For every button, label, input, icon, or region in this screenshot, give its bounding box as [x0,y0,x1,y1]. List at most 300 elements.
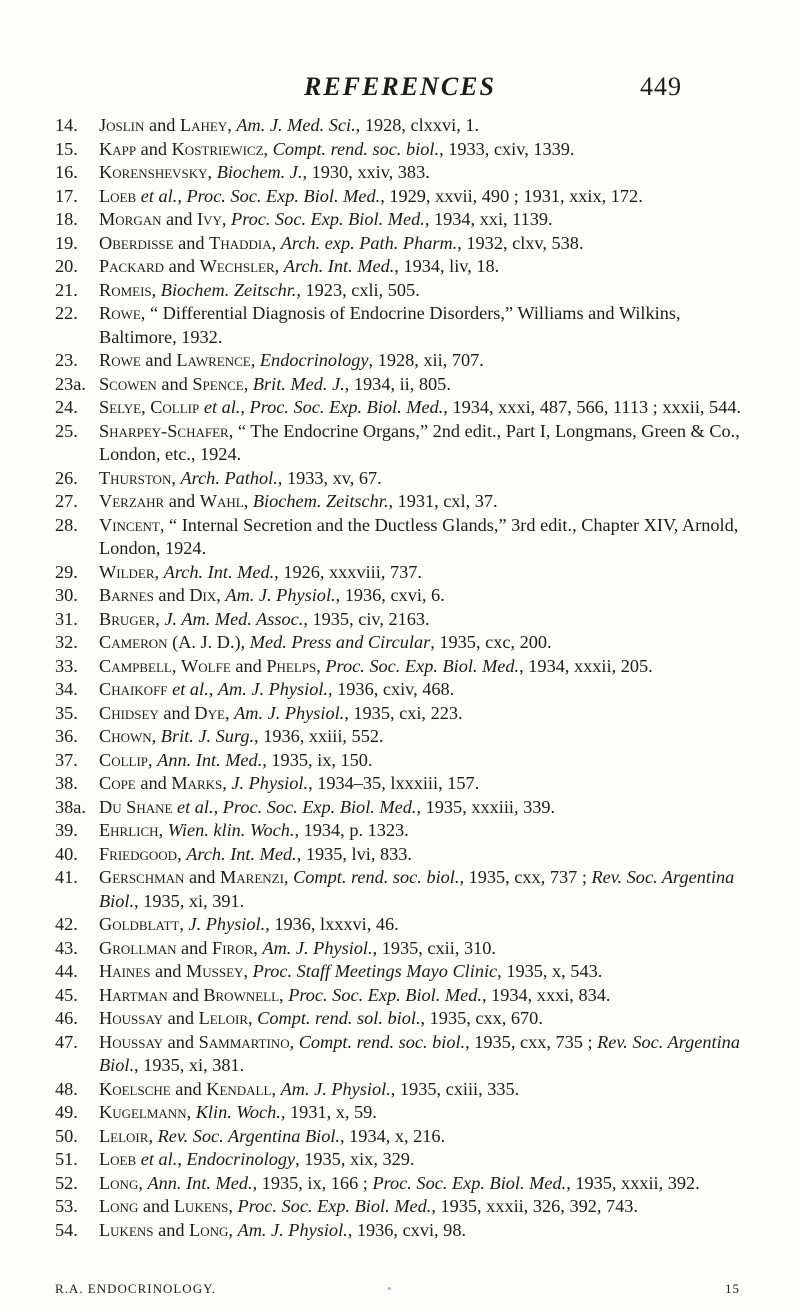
reference-text [99,185,745,209]
author-name: Rowe [99,350,141,370]
reference-text [99,960,745,984]
reference-number: 44. [55,961,78,981]
reference-text [99,1219,745,1243]
journal-title: Arch. Int. Med. [186,843,297,864]
journal-title: Proc. Soc. Exp. Biol. Med. [249,397,444,417]
citation-text: , 1935, xxxii, 326, 392, 743. [431,1196,638,1216]
reference-number: 24. [55,397,78,417]
citation-text: and [173,232,210,253]
author-name: Ivy [197,209,222,229]
reference-entry [55,373,745,397]
reference-text [99,232,745,256]
author-name: Lukens [173,1196,229,1216]
citation-text: , [148,1125,158,1146]
reference-text [99,725,745,749]
reference-list [55,114,745,1242]
reference-entry [55,608,745,632]
journal-title: Wien. klin. Woch. [167,820,295,840]
reference-entry [55,819,745,843]
journal-title: et al. [140,1149,178,1169]
author-name: Dye [194,702,225,723]
author-name: Barnes [99,585,154,605]
citation-text: , 1930, xxiv, 383. [302,162,430,182]
citation-text: , 1935, civ, 2163. [303,608,430,629]
journal-title: J. Physiol. [188,914,266,934]
author-name: Rowe [99,303,141,323]
reference-number: 19. [55,232,78,253]
citation-text: , 1935, cxiii, 335. [390,1078,520,1099]
reference-number: 31. [55,608,78,629]
citation-text: , 1935, xi, 391. [134,890,245,911]
journal-title: Rev. Soc. Argentina Biol. [157,1125,341,1146]
author-name: Korenshevsky [99,162,208,182]
citation-text: , [263,138,273,159]
author-name: Koelsche [99,1078,171,1099]
journal-title: Am. J. Med. Sci. [236,115,356,135]
reference-entry [55,772,745,796]
journal-title: Am. J. Physiol. [262,937,373,958]
citation-text: and [230,655,267,676]
reference-entry [55,655,745,679]
reference-text [99,396,745,420]
reference-number: 15. [55,138,78,159]
citation-text: , [243,491,253,511]
journal-title: Arch. Int. Med. [163,561,275,582]
citation-text: , 1935, cxc, 200. [430,632,552,652]
citation-text: , 1933, xv, 67. [277,467,382,488]
citation-text: , [207,162,217,182]
author-name: Kugelmann [99,1102,187,1122]
reference-text [99,514,745,561]
reference-text [99,702,745,726]
citation-text: , 1931, cxl, 37. [388,491,498,511]
journal-title: Am. J. Physiol. [234,702,345,723]
reference-entry [55,937,745,961]
reference-text [99,208,745,232]
author-name: Loeb [99,185,137,206]
reference-entry [55,255,745,279]
reference-entry [55,725,745,749]
citation-text: and [163,1031,199,1052]
journal-title: Endocrinology [259,350,369,370]
citation-text: and [176,937,213,958]
reference-number: 46. [55,1008,78,1028]
author-name: Loeb [99,1149,137,1169]
citation-text: , [213,796,223,817]
citation-text: , [289,1031,299,1052]
reference-entry [55,490,745,514]
journal-title: Proc. Soc. Exp. Biol. Med. [372,1172,567,1193]
page-header [0,72,800,112]
citation-text: , [141,397,151,417]
citation-text: (A. J. D.), [167,632,250,652]
author-name: Leloir [198,1008,249,1028]
citation-text: , 1936, cxvi, 6. [335,585,445,605]
reference-text [99,302,745,349]
journal-title: Klin. Woch. [195,1102,281,1122]
author-name: Du Shane [99,796,173,817]
reference-text [99,843,745,867]
citation-text: , 1935, xxxiii, 339. [416,796,556,817]
reference-entry [55,749,745,773]
reference-entry [55,302,745,349]
citation-text: , [228,1219,238,1240]
citation-text: , 1935, ix, 166 ; [252,1172,373,1193]
author-name: Romeis [99,279,152,300]
citation-text: , [148,749,158,770]
author-name: Houssay [99,1008,164,1028]
reference-entry [55,185,745,209]
reference-text [99,1078,745,1102]
author-name: Haines [99,961,151,981]
citation-text: , 1928, clxxvi, 1. [355,115,480,135]
citation-text: and [161,209,198,229]
journal-title: J. Am. Med. Assoc. [164,608,304,629]
reference-number: 52. [55,1172,78,1193]
author-name: Friedgood [99,843,178,864]
reference-number: 49. [55,1102,78,1122]
journal-title: Am. J. Physiol. [225,585,336,605]
citation-text: , 1935, xix, 329. [295,1149,415,1169]
reference-entry [55,467,745,491]
reference-number: 17. [55,185,78,206]
journal-title: Biochem. Zeitschr. [252,491,389,511]
citation-text: , 1923, cxli, 505. [296,279,420,300]
author-name: Wahl [199,491,244,511]
author-name: Lukens [99,1219,154,1240]
reference-entry [55,279,745,303]
citation-text: , 1935, cxx, 670. [420,1008,543,1028]
author-name: Collip [150,397,200,417]
citation-text: , 1934–35, lxxxiii, 157. [308,773,480,793]
reference-number: 21. [55,279,78,300]
reference-number: 43. [55,937,78,958]
reference-entry [55,1219,745,1243]
reference-entry [55,678,745,702]
reference-number: 41. [55,867,78,887]
reference-number: 26. [55,467,78,488]
reference-number: 23. [55,350,78,370]
page-number: 449 [640,72,682,101]
citation-text: , [248,1008,258,1028]
author-name: Scowen [99,373,157,394]
reference-text [99,984,745,1008]
citation-text: , “ Differential Diagnosis of Endocrine Disorders,” Williams and Wilkins, Baltimore, 1932. [99,303,681,347]
author-name: Sammartino [198,1031,290,1052]
printer-signature: R.A. ENDOCRINOLOGY. [55,1281,217,1296]
citation-text: , [221,209,232,229]
journal-title: Brit. J. Surg. [160,726,255,746]
reference-number: 50. [55,1125,78,1146]
reference-entry [55,1031,745,1078]
journal-title: et al. [203,397,241,417]
journal-title: Biochem. Zeitschr. [160,279,297,300]
reference-entry [55,866,745,913]
journal-title: Endocrinology [186,1149,296,1169]
reference-text [99,749,745,773]
author-name: Bruger [99,608,156,629]
author-name: Selye [99,397,142,417]
citation-text: , [151,726,161,746]
author-name: Wilder [99,561,155,582]
citation-text: , [154,561,164,582]
citation-text: , 1935, cxi, 223. [344,702,463,723]
citation-text: and [156,373,193,394]
journal-title: Compt. rend. soc. biol. [272,138,440,159]
citation-text: , 1934, xxxii, 205. [519,655,653,676]
citation-text: , 1936, cxiv, 468. [328,679,455,699]
author-name: Dix [189,585,217,605]
citation-text: and [164,256,200,276]
reference-number: 23a. [55,373,86,394]
citation-text: , 1928, xii, 707. [368,350,484,370]
reference-number: 30. [55,585,78,605]
citation-text: , [216,585,226,605]
citation-text: , 1935, ix, 150. [262,749,373,770]
author-name: Marks [171,773,223,793]
reference-number: 34. [55,679,78,699]
citation-text: , 1935, cxii, 310. [372,937,496,958]
journal-title: Compt. rend. soc. biol. [293,867,460,887]
reference-number: 27. [55,491,78,511]
citation-text: , [171,467,181,488]
author-name: Grollman [99,937,177,958]
citation-text: and [163,1008,199,1028]
page-footer [55,1281,740,1299]
journal-title: Proc. Staff Meetings Mayo Clinic [252,961,498,981]
citation-text: , 1929, xxvii, 490 ; 1931, xxix, 172. [380,185,643,206]
signature-number: 15 [725,1281,740,1296]
citation-text: , 1934, ii, 805. [344,373,451,394]
author-name: Chidsey [99,702,159,723]
author-name: Firor [212,937,254,958]
author-name: Collip [99,749,149,770]
reference-text [99,1172,745,1196]
citation-text: , [179,914,189,934]
author-name: Lawrence [176,350,251,370]
citation-text: , [151,279,161,300]
citation-text: , “ The Endocrine Organs,” 2nd edit., Part I, Longmans, Green & Co., London, etc., 1924. [99,420,740,464]
reference-text [99,1007,745,1031]
reference-entry [55,232,745,256]
reference-text [99,631,745,655]
author-name: Wolfe [181,655,231,676]
citation-text: , [274,256,284,276]
reference-number: 45. [55,984,78,1005]
reference-entry [55,584,745,608]
citation-text: , 1931, x, 59. [280,1102,377,1122]
reference-entry [55,561,745,585]
author-name: Brownell [203,984,280,1005]
author-name: Chown [99,726,152,746]
citation-text: , “ Internal Secretion and the Ductless Glands,” 3rd edit., Chapter XIV, Arnold, London, 1924. [99,514,739,558]
reference-text [99,584,745,608]
reference-entry [55,114,745,138]
reference-entry [55,1195,745,1219]
citation-text: , [243,961,253,981]
reference-entry [55,514,745,561]
reference-entry [55,396,745,420]
reference-text [99,561,745,585]
citation-text: , [171,655,182,676]
citation-text: , [177,843,187,864]
author-name: Long [99,1196,139,1216]
citation-text: , 1935, xxxii, 392. [566,1172,700,1193]
citation-text: and [138,1196,174,1216]
reference-entry [55,138,745,162]
reference-entry [55,702,745,726]
citation-text: , 1935, cxx, 737 ; [459,867,592,887]
citation-text: , [316,655,326,676]
journal-title: Arch. Int. Med. [283,256,395,276]
reference-text [99,1195,745,1219]
journal-title: Compt. rend. soc. biol. [298,1031,466,1052]
reference-entry [55,1101,745,1125]
reference-text [99,467,745,491]
author-name: Marenzi [220,867,284,887]
author-name: Long [99,1172,139,1193]
reference-text [99,608,745,632]
reference-entry [55,208,745,232]
citation-text: , [279,984,289,1005]
running-title: REFERENCES [304,72,496,101]
reference-entry [55,1172,745,1196]
journal-title: Brit. Med. J. [252,373,345,394]
reference-text [99,819,745,843]
reference-number: 25. [55,420,78,441]
reference-entry [55,1125,745,1149]
citation-text: , 1934, liv, 18. [394,256,500,276]
reference-number: 14. [55,115,78,135]
citation-text: , 1936, cxvi, 98. [347,1219,467,1240]
citation-text: , [138,1172,148,1193]
author-name: Kapp [99,138,137,159]
citation-text: and [140,350,177,370]
journal-title: et al. [177,796,214,817]
reference-number: 53. [55,1196,78,1216]
journal-title: Am. J. Physiol. [237,1219,348,1240]
reference-text [99,279,745,303]
author-name: Packard [99,256,165,276]
reference-entry [55,1007,745,1031]
citation-text: , 1935, cxx, 735 ; [465,1031,598,1052]
reference-number: 36. [55,726,78,746]
citation-text: , [208,679,218,699]
author-name: Kostriewicz [171,138,264,159]
reference-text [99,796,745,820]
author-name: Cope [99,773,136,793]
citation-text: , 1933, cxiv, 1339. [439,138,575,159]
journal-title: et al. [172,679,209,699]
reference-entry [55,161,745,185]
citation-text: and [150,961,187,981]
reference-entry [55,984,745,1008]
citation-text: , 1934, x, 216. [340,1125,446,1146]
author-name: Cameron [99,632,168,652]
citation-text: , 1934, xxxi, 834. [481,984,611,1005]
citation-text: , [227,115,237,135]
reference-text [99,1031,745,1078]
journal-title: Proc. Soc. Exp. Biol. Med. [186,185,381,206]
reference-entry [55,960,745,984]
citation-text: , [271,1078,281,1099]
reference-number: 51. [55,1149,78,1169]
author-name: Oberdisse [99,232,174,253]
reference-text [99,161,745,185]
reference-entry [55,1078,745,1102]
reference-text [99,1101,745,1125]
citation-text: , [222,773,232,793]
footer-mark: • [387,1281,393,1296]
reference-number: 38. [55,773,78,793]
citation-text: , [271,232,281,253]
reference-number: 38a. [55,796,86,817]
author-name: Morgan [99,209,162,229]
reference-entry [55,631,745,655]
citation-text: , [155,608,165,629]
citation-text: and [170,1078,207,1099]
citation-text: and [136,138,172,159]
reference-entry [55,349,745,373]
reference-text [99,373,745,397]
reference-number: 29. [55,561,78,582]
reference-number: 47. [55,1031,78,1052]
journal-title: Proc. Soc. Exp. Biol. Med. [237,1196,432,1216]
citation-text: , 1934, xxi, 1139. [424,209,553,229]
journal-title: Proc. Soc. Exp. Biol. Med. [222,796,417,817]
author-name: Vincent [99,514,160,535]
reference-text [99,138,745,162]
reference-text [99,866,745,913]
author-name: Lahey [179,115,228,135]
citation-text: , 1932, clxv, 538. [457,232,584,253]
reference-text [99,1148,745,1172]
citation-text: , [240,397,250,417]
reference-number: 32. [55,632,78,652]
journal-title: Biochem. J. [216,162,303,182]
journal-title: Am. J. Physiol. [217,679,328,699]
citation-text: , [250,350,260,370]
journal-title: Ann. Int. Med. [157,749,263,770]
author-name: Kendall [206,1078,272,1099]
citation-text: , 1936, xxiii, 552. [254,726,384,746]
citation-text: , 1934, p. 1323. [294,820,409,840]
citation-text: , 1926, xxxviii, 737. [274,561,422,582]
reference-number: 35. [55,702,78,723]
author-name: Gerschman [99,867,185,887]
author-name: Chaikoff [99,679,168,699]
citation-text: , [228,1196,238,1216]
reference-text [99,490,745,514]
reference-entry [55,420,745,467]
citation-text: , [177,1149,187,1169]
author-name: Spence [192,373,244,394]
citation-text: and [144,115,180,135]
journal-title: Rev. Soc. Argentina Biol. [99,1031,740,1075]
journal-title: Compt. rend. sol. biol. [257,1008,421,1028]
journal-title: Arch. exp. Path. Pharm. [280,232,458,253]
author-name: Mussey [186,961,244,981]
citation-text: and [153,1219,190,1240]
author-name: Campbell [99,655,172,676]
journal-title: J. Physiol. [231,773,309,793]
reference-text [99,937,745,961]
author-name: Ehrlich [99,820,159,840]
citation-text: and [184,867,220,887]
reference-number: 33. [55,655,78,676]
citation-text: , 1935, xi, 381. [134,1055,245,1075]
journal-title: Med. Press and Circular [249,632,431,652]
